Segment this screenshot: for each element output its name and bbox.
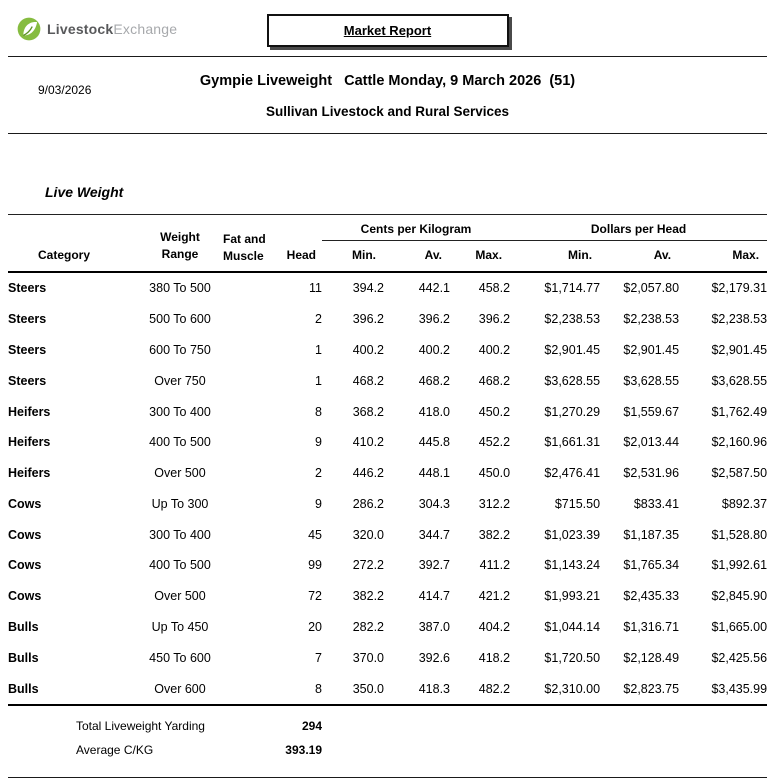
cell-cpk-min: 410.2 [352, 435, 384, 450]
group-header-cents-per-kilogram: Cents per Kilogram [322, 215, 510, 241]
average-ckg-label: Average C/KG [76, 742, 154, 757]
cell-weight-range: 400 To 500 [149, 558, 211, 573]
col-header-category: Category [8, 215, 138, 273]
cell-cpk-av: 392.6 [418, 650, 450, 665]
cell-dph-max: $1,992.61 [711, 558, 768, 573]
cell-category: Cows [8, 558, 42, 573]
cell-fat-muscle [222, 304, 280, 335]
cell-fat-muscle [222, 519, 280, 550]
cell-dph-min: $2,238.53 [544, 312, 601, 327]
cell-fat-muscle [222, 396, 280, 427]
logo-word-exchange: Exchange [113, 21, 178, 37]
agent-name: Sullivan Livestock and Rural Services [265, 104, 510, 119]
cell-weight-range: 380 To 500 [149, 281, 211, 296]
cell-category: Bulls [8, 619, 39, 634]
cell-dph-max: $2,587.50 [711, 466, 768, 481]
cell-category: Cows [8, 496, 42, 511]
cell-cpk-min: 272.2 [352, 558, 384, 573]
cell-fat-muscle [222, 458, 280, 489]
cell-dph-min: $1,661.31 [544, 435, 601, 450]
cell-dph-max: $2,901.45 [711, 342, 768, 357]
cell-cpk-max: 382.2 [478, 527, 511, 542]
cell-dph-max: $1,762.49 [711, 404, 768, 419]
cell-dph-av: $2,901.45 [623, 342, 680, 357]
cell-dph-min: $1,270.29 [544, 404, 601, 419]
cell-fat-muscle [222, 673, 280, 705]
report-meta [8, 57, 767, 134]
cell-dph-max: $2,238.53 [711, 312, 768, 327]
cell-fat-muscle [222, 642, 280, 673]
top-bar [8, 0, 767, 57]
table-row [8, 550, 767, 581]
logo-word-livestock: Livestock [47, 21, 114, 37]
cell-category: Bulls [8, 650, 39, 665]
cell-cpk-max: 450.0 [478, 466, 511, 481]
cell-dph-av: $2,435.33 [623, 589, 680, 604]
cell-cpk-av: 468.2 [418, 373, 450, 388]
cell-weight-range: 300 To 400 [149, 527, 211, 542]
cell-cpk-av: 442.1 [418, 281, 450, 296]
cell-cpk-av: 414.7 [418, 589, 450, 604]
cell-dph-av: $1,559.67 [623, 404, 680, 419]
cell-category: Bulls [8, 673, 138, 705]
cell-head: 45 [308, 527, 322, 542]
market-report-button[interactable]: Market Report [267, 14, 509, 47]
cell-dph-min: $3,628.55 [544, 373, 601, 388]
cell-dph-max: $3,435.99 [679, 673, 767, 705]
cell-category: Cows [8, 527, 42, 542]
cell-weight-range: Up To 450 [151, 619, 209, 634]
total-yarding-value: 294 [301, 718, 322, 733]
table-row [8, 581, 767, 612]
cell-weight-range: Up To 300 [151, 496, 209, 511]
liveweight-table [8, 214, 767, 706]
cell-weight-range: 400 To 500 [149, 435, 211, 450]
cell-dph-av: $3,628.55 [623, 373, 680, 388]
col-header-dph-max: Max. [679, 241, 767, 273]
cell-dph-max: $2,160.96 [711, 435, 768, 450]
col-header-dph-min: Min. [510, 241, 600, 273]
cell-cpk-min: 400.2 [352, 342, 384, 357]
cell-cpk-min: 282.2 [352, 619, 384, 634]
table-row [8, 304, 767, 335]
cell-fat-muscle [222, 488, 280, 519]
cell-cpk-min: 350.0 [322, 673, 384, 705]
leaf-logo-icon [16, 16, 42, 42]
cell-weight-range: 300 To 400 [149, 404, 211, 419]
cell-head: 8 [280, 673, 322, 705]
table-row [8, 365, 767, 396]
cell-head: 1 [315, 373, 322, 388]
cell-dph-min: $2,310.00 [510, 673, 600, 705]
table-row [8, 335, 767, 366]
cell-dph-min: $1,143.24 [544, 558, 601, 573]
cell-cpk-min: 368.2 [352, 404, 384, 419]
cell-cpk-max: 418.2 [478, 650, 511, 665]
cell-dph-min: $2,476.41 [544, 466, 601, 481]
cell-weight-range: Over 750 [154, 373, 206, 388]
average-ckg-value: 393.19 [285, 742, 322, 757]
cell-dph-min: $1,714.77 [544, 281, 601, 296]
cell-fat-muscle [222, 335, 280, 366]
livestock-exchange-logo [16, 16, 177, 42]
cell-cpk-av: 344.7 [418, 527, 450, 542]
cell-head: 8 [315, 404, 322, 419]
cell-weight-range: 500 To 600 [149, 312, 211, 327]
table-row [8, 519, 767, 550]
cell-cpk-min: 394.2 [352, 281, 384, 296]
cell-weight-range: Over 500 [154, 466, 206, 481]
col-header-cpk-min: Min. [322, 241, 384, 273]
cell-dph-min: $1,720.50 [544, 650, 601, 665]
cell-head: 11 [309, 281, 322, 296]
total-yarding-label: Total Liveweight Yarding [76, 718, 205, 733]
col-header-fat-and-muscle [222, 215, 280, 273]
cell-fat-muscle [222, 612, 280, 643]
cell-dph-max: $1,665.00 [711, 619, 768, 634]
cell-fat-muscle [222, 365, 280, 396]
cell-cpk-min: 468.2 [352, 373, 384, 388]
table-row [8, 612, 767, 643]
logo-wordmark [47, 21, 177, 37]
cell-cpk-min: 286.2 [352, 496, 384, 511]
col-header-weight-range [138, 215, 222, 273]
cell-dph-min: $2,901.45 [544, 342, 601, 357]
col-header-fat-and-muscle-label: Fat and Muscle [223, 232, 266, 263]
cell-category: Steers [8, 373, 47, 388]
cell-dph-min: $715.50 [554, 496, 601, 511]
cell-cpk-max: 450.2 [478, 404, 511, 419]
cell-category: Heifers [8, 435, 51, 450]
col-header-cpk-av: Av. [384, 241, 450, 273]
summary-section [8, 706, 767, 769]
cell-cpk-av: 387.0 [418, 619, 450, 634]
cell-head: 9 [315, 435, 322, 450]
cell-cpk-min: 370.0 [352, 650, 384, 665]
sale-title: Gympie Liveweight Cattle Monday, 9 March 2026 (51) [199, 73, 576, 89]
table-row [8, 396, 767, 427]
cell-head: 7 [315, 650, 322, 665]
cell-category: Cows [8, 589, 42, 604]
cell-dph-av: $2,057.80 [623, 281, 680, 296]
cell-dph-av: $1,765.34 [623, 558, 680, 573]
cell-dph-max: $892.37 [721, 496, 768, 511]
cell-cpk-max: 404.2 [478, 619, 511, 634]
cell-weight-range: Over 600 [138, 673, 222, 705]
cell-weight-range: 600 To 750 [149, 342, 211, 357]
section-title-live-weight: Live Weight [45, 184, 124, 200]
cell-cpk-av: 418.3 [384, 673, 450, 705]
cell-cpk-av: 418.0 [418, 404, 450, 419]
cell-dph-av: $1,187.35 [623, 527, 680, 542]
cell-head: 99 [308, 558, 322, 573]
table-row [8, 272, 767, 304]
cell-dph-max: $2,179.31 [711, 281, 768, 296]
cell-dph-av: $2,531.96 [623, 466, 680, 481]
table-row [8, 642, 767, 673]
table-row [8, 673, 767, 705]
cell-cpk-max: 458.2 [478, 281, 511, 296]
cell-category: Steers [8, 281, 47, 296]
cell-cpk-av: 392.7 [418, 558, 450, 573]
cell-cpk-min: 396.2 [352, 312, 384, 327]
cell-category: Heifers [8, 404, 51, 419]
col-header-head: Head [280, 215, 322, 273]
col-header-dph-av: Av. [600, 241, 679, 273]
cell-dph-av: $1,316.71 [623, 619, 680, 634]
cell-head: 2 [315, 466, 322, 481]
cell-fat-muscle [222, 581, 280, 612]
cell-weight-range: 450 To 600 [149, 650, 211, 665]
cell-head: 2 [315, 312, 322, 327]
cell-dph-av: $2,823.75 [600, 673, 679, 705]
cell-head: 20 [308, 619, 322, 634]
cell-cpk-max: 468.2 [478, 373, 511, 388]
cell-cpk-av: 304.3 [418, 496, 450, 511]
cell-dph-av: $2,128.49 [623, 650, 680, 665]
cell-weight-range: Over 500 [154, 589, 206, 604]
liveweight-table-body [8, 272, 767, 705]
cell-dph-max: $3,628.55 [711, 373, 768, 388]
cell-fat-muscle [222, 272, 280, 304]
col-header-cpk-max: Max. [450, 241, 510, 273]
cell-head: 72 [308, 589, 322, 604]
cell-dph-av: $833.41 [633, 496, 680, 511]
cell-cpk-av: 396.2 [418, 312, 450, 327]
report-date: 9/03/2026 [38, 83, 92, 97]
cell-dph-min: $1,993.21 [544, 589, 601, 604]
cell-category: Steers [8, 342, 47, 357]
cell-head: 9 [315, 496, 322, 511]
cell-cpk-max: 411.2 [479, 558, 511, 573]
cell-fat-muscle [222, 427, 280, 458]
cell-dph-min: $1,044.14 [544, 619, 601, 634]
total-yarding-row [8, 715, 767, 739]
cell-cpk-max: 312.2 [478, 496, 511, 511]
cell-cpk-max: 452.2 [478, 435, 511, 450]
cell-cpk-av: 445.8 [418, 435, 450, 450]
cell-fat-muscle [222, 550, 280, 581]
table-row [8, 458, 767, 489]
table-row [8, 427, 767, 458]
cell-cpk-max: 482.2 [450, 673, 510, 705]
cell-head: 1 [315, 342, 322, 357]
cell-cpk-max: 400.2 [478, 342, 511, 357]
cell-cpk-max: 421.2 [478, 589, 511, 604]
cell-cpk-av: 448.1 [418, 466, 450, 481]
cell-cpk-min: 446.2 [352, 466, 384, 481]
cell-cpk-min: 320.0 [352, 527, 384, 542]
cell-category: Heifers [8, 466, 51, 481]
group-header-dollars-per-head: Dollars per Head [510, 215, 767, 241]
cell-dph-min: $1,023.39 [544, 527, 601, 542]
cell-cpk-min: 382.2 [352, 589, 384, 604]
cell-dph-av: $2,238.53 [623, 312, 680, 327]
cell-dph-av: $2,013.44 [623, 435, 680, 450]
cell-category: Steers [8, 312, 47, 327]
cell-dph-max: $2,845.90 [711, 589, 768, 604]
cell-cpk-av: 400.2 [418, 342, 450, 357]
cell-cpk-max: 396.2 [478, 312, 511, 327]
table-row [8, 488, 767, 519]
cell-dph-max: $2,425.56 [711, 650, 768, 665]
cell-dph-max: $1,528.80 [711, 527, 768, 542]
col-header-weight-range-label: Weight Range [160, 230, 200, 261]
